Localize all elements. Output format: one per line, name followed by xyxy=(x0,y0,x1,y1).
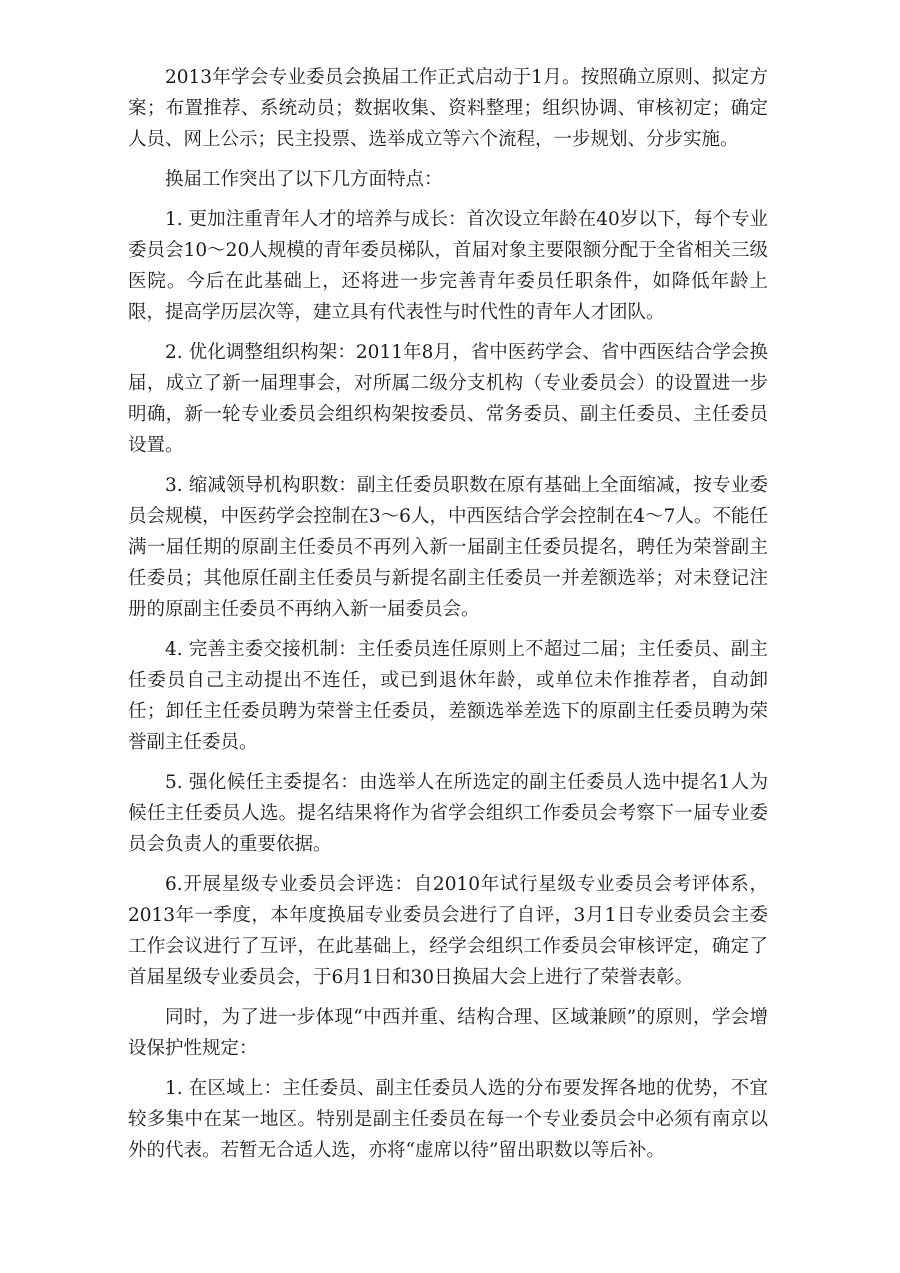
paragraph-rule-1: 1. 在区域上：主任委员、副主任委员人选的分布要发挥各地的优势，不宜较多集中在某一地区。特别是副主任委员在每一个专业委员会中必须有南京以外的代表。若暂无合适人选，亦将“虚席以待”留出职数以等后补。 xyxy=(128,1078,768,1161)
paragraph-features-heading: 换届工作突出了以下几方面特点： xyxy=(165,169,443,190)
paragraph-feature-2: 2. 优化调整组织构架：2011年8月，省中医药学会、省中西医结合学会换届，成立了新一届理事会，对所属二级分支机构（专业委员会）的设置进一步明确，新一轮专业委员会组织构架按委员、常务委员、副主任委员、主任委员设置。 xyxy=(128,342,768,456)
paragraph-feature-5: 5. 强化候任主委提名：由选举人在所选定的副主任委员人选中提名1人为候任主任委员人选。提名结果将作为省学会组织工作委员会考察下一届专业委员会负责人的重要依据。 xyxy=(128,772,768,855)
paragraph-feature-4: 4. 完善主委交接机制：主任委员连任原则上不超过二届；主任委员、副主任委员自己主动提出不连任，或已到退休年龄，或单位未作推荐者，自动卸任；卸任主任委员聘为荣誉主任委员，差额选举差选下的原副主任委员聘为荣誉副主任委员。 xyxy=(128,639,768,753)
paragraph-feature-3: 3. 缩减领导机构职数：副主任委员职数在原有基础上全面缩减，按专业委员会规模，中医药学会控制在3～6人，中西医结合学会控制在4～7人。不能任满一届任期的原副主任委员不再列入新一届副主任委员提名，聘任为荣誉副主任委员；其他原任副主任委员与新提名副主任委员一并差额选举；对未登记注册的原副主任委员不再纳入新一届委员会。 xyxy=(128,475,768,620)
paragraph-feature-6: 6.开展星级专业委员会评选：自2010年试行星级专业委员会考评体系，2013年一季度，本年度换届专业委员会进行了自评，3月1日专业委员会主委工作会议进行了互评，在此基础上，经学会组织工作委员会审核评定，确定了首届星级专业委员会，于6月1日和30日换届大会上进行了荣誉表彰。 xyxy=(128,874,768,988)
document-body xyxy=(128,62,768,1175)
paragraph-feature-1: 1. 更加注重青年人才的培养与成长：首次设立年龄在40岁以下，每个专业委员会10～20人规模的青年委员梯队，首届对象主要限额分配于全省相关三级医院。今后在此基础上，还将进一步完善青年委员任职条件，如降低年龄上限，提高学历层次等，建立具有代表性与时代性的青年人才团队。 xyxy=(128,209,768,323)
paragraph-intro: 2013年学会专业委员会换届工作正式启动于1月。按照确立原则、拟定方案；布置推荐、系统动员；数据收集、资料整理；组织协调、审核初定；确定人员、网上公示；民主投票、选举成立等六个流程，一步规划、分步实施。 xyxy=(128,67,768,150)
paragraph-protective-rules: 同时，为了进一步体现“中西并重、结构合理、区域兼顾”的原则，学会增设保护性规定： xyxy=(128,1007,768,1059)
